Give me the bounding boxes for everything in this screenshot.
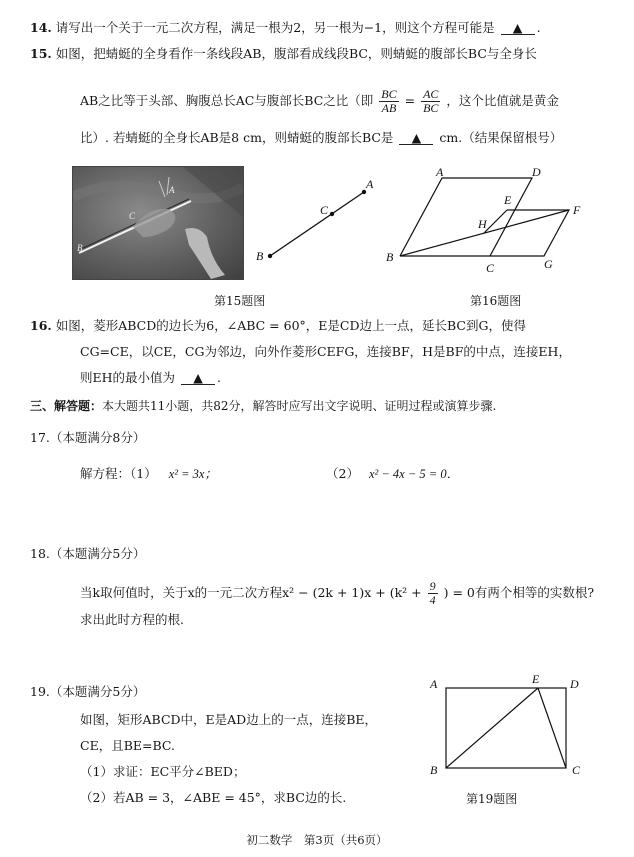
label-c: C <box>486 261 495 275</box>
label-f: F <box>573 203 581 217</box>
label-e: E <box>504 193 512 207</box>
q16-number: 16. <box>30 318 52 333</box>
label-a: A <box>430 677 438 691</box>
figure-15-caption: 第15题图 <box>214 294 266 308</box>
q15-text-2b: ，这个比值就是黄金 <box>446 93 559 108</box>
q17-equation-2: x² − 4x − 5 = 0． <box>368 467 460 481</box>
answer-blank-marker: ▲ <box>501 21 535 35</box>
q17-equation-1: x² = 3x； <box>168 467 217 481</box>
label-b: B <box>430 763 438 777</box>
q16-text-1: 如图，菱形ABCD的边长为6，∠ABC = 60°，E是CD边上一点，延长BC到G，使得 <box>55 318 526 333</box>
q16-line-3: 则EH的最小值为 ▲ . <box>80 370 221 385</box>
label-b: B <box>386 250 394 264</box>
figure-15-segment <box>250 170 380 270</box>
q16-line-1 <box>30 318 526 334</box>
answer-blank-marker: ▲ <box>181 371 215 385</box>
figure-19-caption: 第19题图 <box>466 792 518 806</box>
q19-line-4: （2）若AB = 3，∠ABE = 45°，求BC边的长. <box>80 790 347 805</box>
label-a: A <box>366 177 374 191</box>
label-g: G <box>544 257 553 271</box>
label-b: B <box>256 249 264 263</box>
q19-header: 19.（本题满分5分） <box>30 684 146 699</box>
q18-header: 18.（本题满分5分） <box>30 546 146 561</box>
q19-line-3: （1）求证：EC平分∠BED； <box>80 764 246 779</box>
q17-lead: 解方程：（1） <box>80 466 157 481</box>
q16-text-3: 则EH的最小值为 <box>80 370 176 385</box>
section-3-header <box>30 398 496 414</box>
q15-line-3 <box>80 130 562 146</box>
answer-blank-marker: ▲ <box>399 131 433 145</box>
fraction-ac-bc: $\frac{AC}{BC}$ <box>423 87 439 115</box>
label-c: C <box>320 203 329 217</box>
photo-label-a: A <box>169 185 175 195</box>
q14-text: 请写出一个关于一元二次方程，满足一根为2，另一根为−1，则这个方程可能是 <box>55 20 495 35</box>
q15-text-3a: 比）. 若蜻蜓的全身长AB是8 cm，则蜻蜓的腹部长BC是 <box>80 130 394 145</box>
dragonfly-photo <box>72 166 244 280</box>
q16-line-2 <box>80 344 571 360</box>
q18-text-1a: 当k取何值时，关于x的一元二次方程x² − (2k + 1)x + (k² + <box>80 585 422 600</box>
q15-text-1: 如图，把蜻蜓的全身看作一条线段AB，腹部看成线段BC，则蜻蜓的腹部长BC与全身长 <box>55 46 537 61</box>
q15-line-2: AB之比等于头部、胸腹总长AC与腹部长BC之比（即 $\frac{BC}{AB}$ = $\frac{AC}{BC}$ ，这个比值就是黄金 <box>80 87 559 115</box>
q14-line: 14. 请写出一个关于一元二次方程，满足一根为2，另一根为−1，则这个方程可能是 ▲ . <box>30 20 541 35</box>
fraction-bc-ab: $\frac{BC}{AB}$ <box>381 87 397 115</box>
label-a: A <box>436 166 444 179</box>
q15-text-2a: AB之比等于头部、胸腹总长AC与腹部长BC之比（即 <box>80 93 374 108</box>
label-d: D <box>570 677 579 691</box>
figure-16-caption: 第16题图 <box>470 294 522 308</box>
section-3-desc: 本大题共11小题，共82分，解答时应写出文字说明、证明过程或演算步骤. <box>102 399 497 413</box>
q19-line-2: CE，且BE=BC. <box>80 738 175 753</box>
section-3-title: 三、解答题： <box>30 399 103 413</box>
q16-text-2: CG=CE，以CE，CG为邻边，向外作菱形CEFG，连接BF，H是BF的中点，连接EH， <box>80 344 571 359</box>
figure-19-rectangle <box>420 672 600 782</box>
label-h: H <box>478 217 487 231</box>
q17-header: 17.（本题满分8分） <box>30 430 146 445</box>
label-d: D <box>532 166 541 179</box>
q17-part2-label: （2） <box>326 466 359 481</box>
figure-16-rhombus <box>384 166 604 282</box>
q15-text-3b: cm.（结果保留根号） <box>439 130 563 145</box>
dragonfly-photo-drawing <box>73 167 243 279</box>
q15-number: 15. <box>30 46 52 61</box>
q18-text-1b: ) = 0有两个相等的实数根? <box>443 585 595 600</box>
q14-number: 14. <box>30 20 52 35</box>
label-c: C <box>572 763 581 777</box>
page-footer: 初二数学 第3页（共6页） <box>246 833 388 847</box>
photo-label-c: C <box>129 211 136 221</box>
fraction-9-4: $\frac{9}{4}$ <box>429 579 436 607</box>
q17-equations <box>80 466 217 482</box>
photo-label-b: B <box>77 243 83 253</box>
q18-line-1 <box>80 580 594 607</box>
q19-line-1: 如图，矩形ABCD中，E是AD边上的一点，连接BE， <box>80 712 378 727</box>
q18-line-2: 求出此时方程的根. <box>80 612 184 627</box>
q15-line-1 <box>30 46 537 62</box>
q17-part-2 <box>326 466 459 482</box>
label-e: E <box>532 672 540 686</box>
